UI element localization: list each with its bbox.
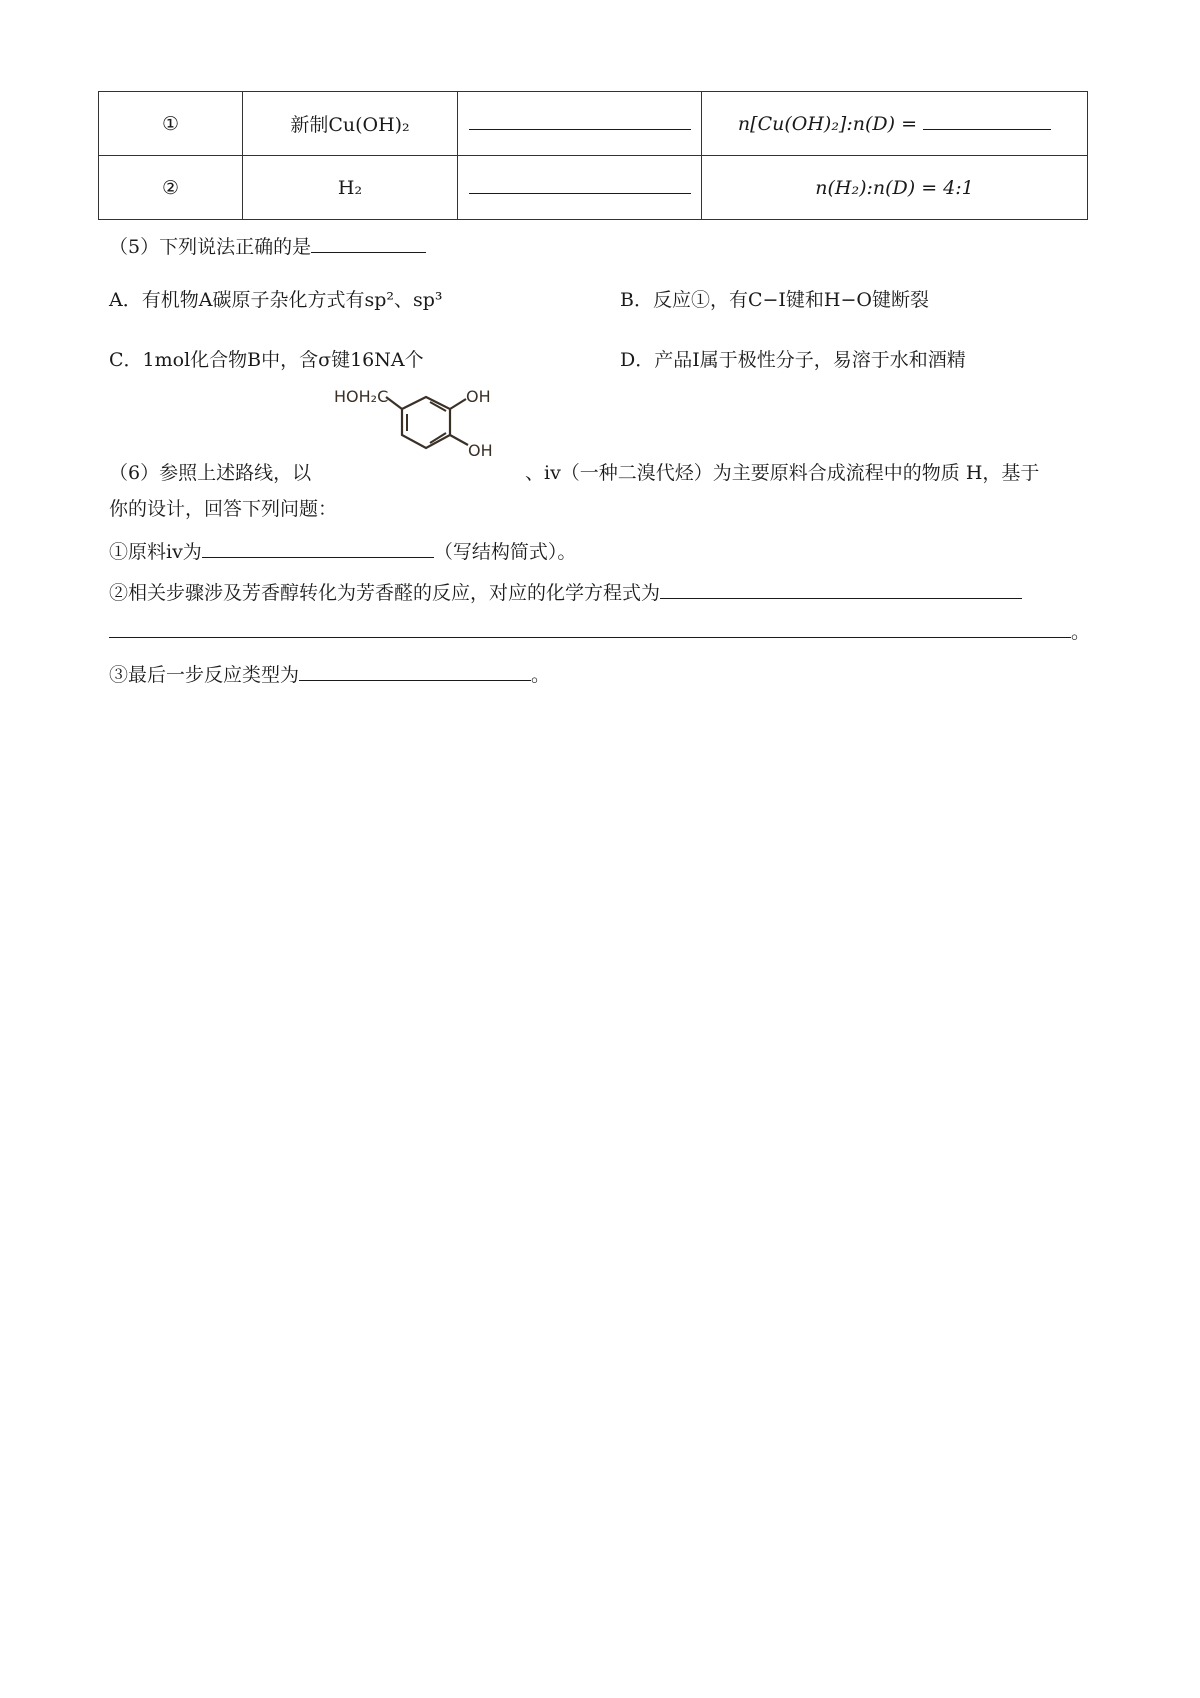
question-6-stem-continued: 、iv（一种二溴代烃）为主要原料合成流程中的物质 H，基于 xyxy=(525,462,1040,484)
answer-blank[interactable] xyxy=(923,128,1051,130)
table-row xyxy=(99,156,1088,220)
option-d[interactable]: D．产品I属于极性分子，易溶于水和酒精 xyxy=(620,349,966,371)
row-number: ① xyxy=(99,92,243,156)
option-c[interactable]: C．1mol化合物B中，含σ键16NA个 xyxy=(109,349,424,371)
reaction-table xyxy=(98,91,1088,220)
oh-bottom-label: OH xyxy=(468,441,493,460)
question-text: ②相关步骤涉及芳香醇转化为芳香醛的反应，对应的化学方程式为 xyxy=(109,582,661,604)
answer-blank[interactable] xyxy=(469,128,691,130)
question-text: 。 xyxy=(1071,621,1091,643)
question-6-sub3 xyxy=(109,660,550,687)
oh-top-label: OH xyxy=(466,387,491,406)
table-row xyxy=(99,92,1088,156)
ratio-text: n(H₂):n(D) = 4:1 xyxy=(815,176,974,199)
question-text: ③最后一步反应类型为 xyxy=(109,664,300,686)
product-blank-cell[interactable] xyxy=(458,156,702,220)
catechol-alcohol-structure xyxy=(330,385,520,475)
question-6-sub2-continued xyxy=(109,617,1090,644)
ratio-cell xyxy=(702,156,1088,220)
question-text: 。 xyxy=(531,664,551,686)
answer-blank[interactable] xyxy=(311,251,426,253)
question-text: （写结构简式）。 xyxy=(433,541,577,563)
answer-blank[interactable] xyxy=(202,556,434,558)
ratio-cell xyxy=(702,92,1088,156)
question-6-stem-line2: 你的设计，回答下列问题： xyxy=(109,498,338,520)
structure-drawing xyxy=(330,385,520,475)
reagent-cell xyxy=(243,92,458,156)
option-b[interactable]: B．反应①，有C−I键和H−O键断裂 xyxy=(620,289,929,311)
question-text: ①原料iv为 xyxy=(109,541,202,563)
reagent-cell xyxy=(243,156,458,220)
option-a[interactable]: A．有机物A碳原子杂化方式有sp²、sp³ xyxy=(109,289,443,311)
question-6-sub2 xyxy=(109,578,1022,605)
question-text: （5）下列说法正确的是 xyxy=(109,236,312,258)
ratio-text: n[Cu(OH)₂]:n(D) = xyxy=(737,112,918,135)
question-6-sub1 xyxy=(109,537,576,564)
answer-blank[interactable] xyxy=(299,679,531,681)
reagent-text: 新制Cu(OH)₂ xyxy=(290,114,410,136)
reagent-text: H₂ xyxy=(337,176,363,199)
row-number: ② xyxy=(99,156,243,220)
answer-blank[interactable] xyxy=(109,636,1071,638)
product-blank-cell[interactable] xyxy=(458,92,702,156)
question-5-stem xyxy=(109,232,426,259)
answer-blank[interactable] xyxy=(660,597,1022,599)
question-6-stem-start: （6）参照上述路线，以 xyxy=(109,462,312,484)
hoh2c-label: HOH₂C xyxy=(334,387,389,406)
answer-blank[interactable] xyxy=(469,192,691,194)
